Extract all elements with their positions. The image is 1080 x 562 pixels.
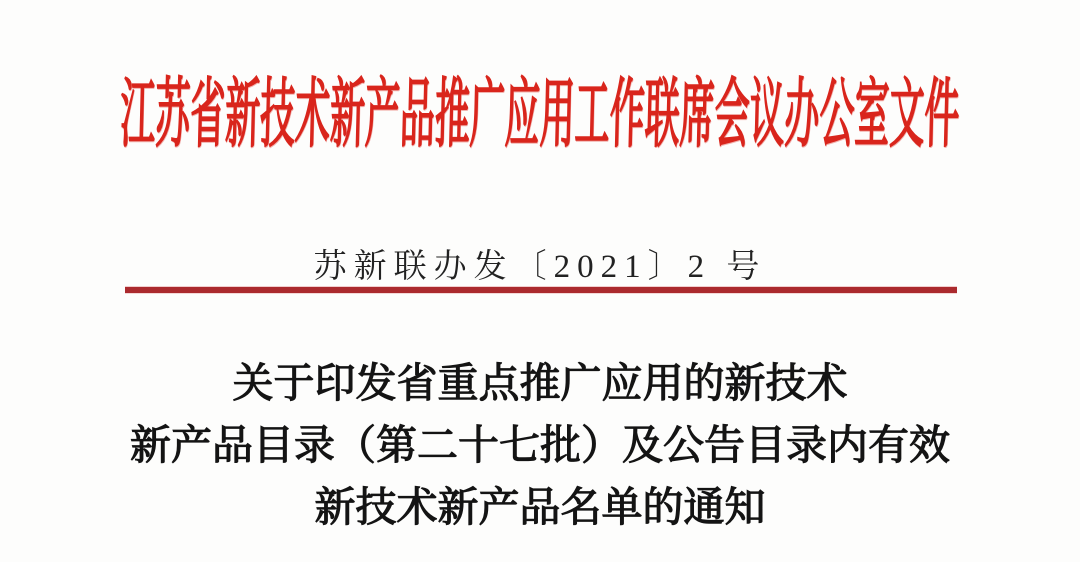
document-number: 苏新联办发〔2021〕2 号	[313, 249, 767, 285]
document-title	[0, 352, 1080, 538]
red-divider-rule	[125, 287, 957, 293]
document-title-line-2: 新产品目录（第二十七批）及公告目录内有效	[130, 422, 950, 468]
document-title-line-3: 新技术新产品名单的通知	[314, 484, 766, 530]
document-title-line-1: 关于印发省重点推广应用的新技术	[232, 360, 848, 406]
red-masthead	[0, 52, 1080, 162]
masthead-title: 江苏省新技术新产品推广应用工作联席会议办公室文件	[119, 72, 961, 157]
